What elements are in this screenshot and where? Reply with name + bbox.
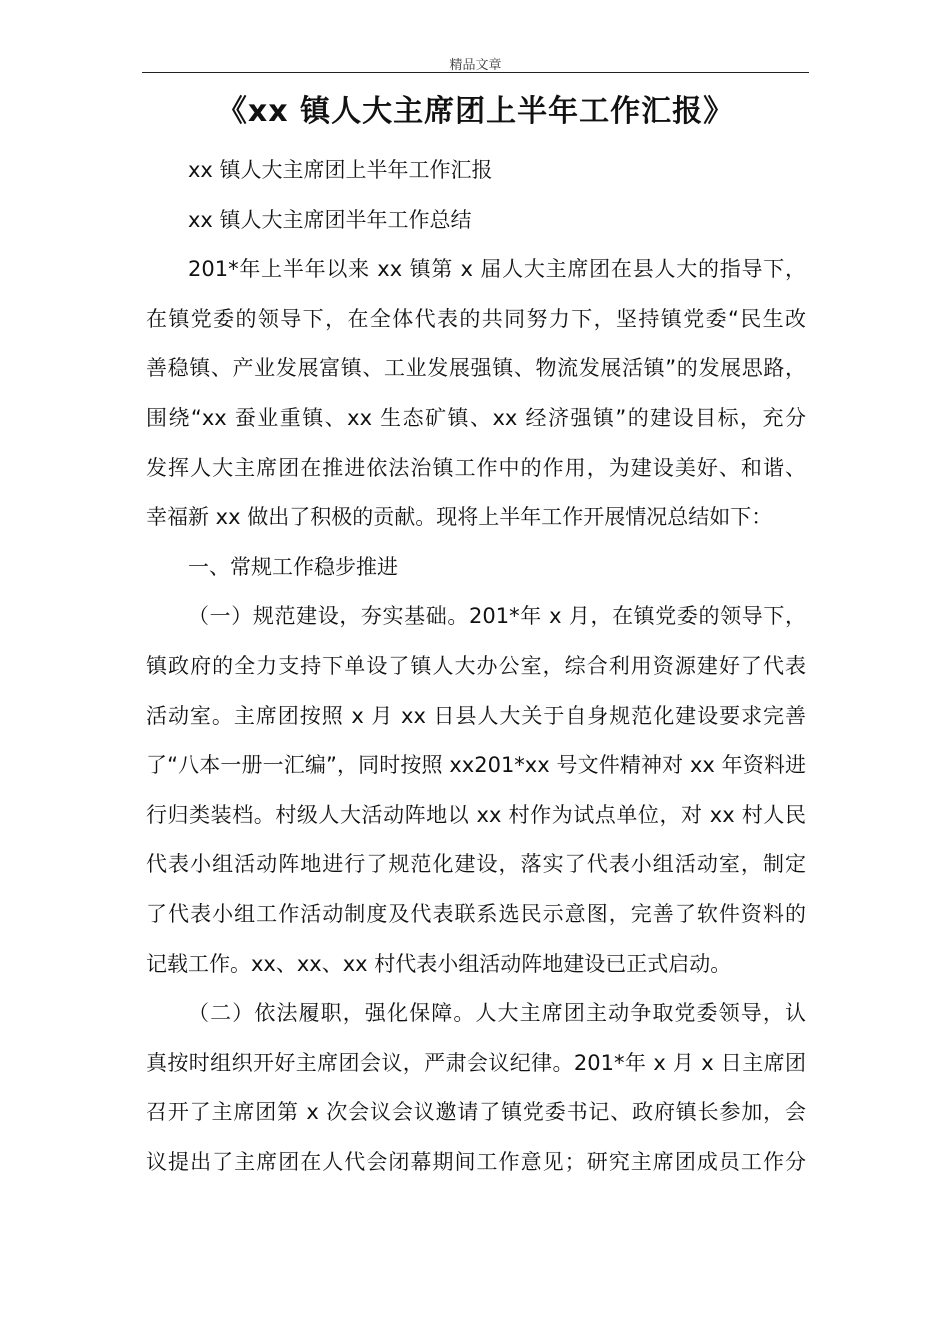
paragraph-line: 召开了主席团第 x 次会议会议邀请了镇党委书记、政府镇长参加，会 [146,1100,806,1125]
paragraph-line: 围绕“xx 蚕业重镇、xx 生态矿镇、xx 经济强镇”的建设目标，充分 [146,405,806,430]
paragraph-line: 在镇党委的领导下，在全体代表的共同努力下，坚持镇党委“民生改 [146,306,806,331]
subtitle-line: xx 镇人大主席团半年工作总结 [188,207,472,232]
section-heading: 一、常规工作稳步推进 [188,554,398,579]
paragraph-line: 行归类装档。村级人大活动阵地以 xx 村作为试点单位，对 xx 村人民 [146,802,806,827]
document-title: 《xx 镇人大主席团上半年工作汇报》 [216,94,735,129]
document-body [146,146,806,1187]
paragraph-line: 了“八本一册一汇编”，同时按照 xx201*xx 号文件精神对 xx 年资料进 [146,753,806,778]
paragraph-line: 代表小组活动阵地进行了规范化建设，落实了代表小组活动室，制定 [146,852,806,877]
paragraph-line: 真按时组织开好主席团会议，严肃会议纪律。201*年 x 月 x 日主席团 [146,1050,806,1075]
paragraph-line: 记载工作。xx、xx、xx 村代表小组活动阵地建设已正式启动。 [146,951,732,976]
page-header: 精品文章 [449,58,502,73]
paragraph-line: 议提出了主席团在人代会闭幕期间工作意见；研究主席团成员工作分 [146,1149,806,1174]
paragraph-line: 活动室。主席团按照 x 月 xx 日县人大关于自身规范化建设要求完善 [146,703,806,728]
paragraph-line: 201*年上半年以来 xx 镇第 x 届人大主席团在县人大的指导下， [188,257,806,282]
subtitle-line: xx 镇人大主席团上半年工作汇报 [188,158,493,182]
paragraph-line: 善稳镇、产业发展富镇、工业发展强镇、物流发展活镇”的发展思路， [146,356,806,381]
paragraph-line: 了代表小组工作活动制度及代表联系选民示意图，完善了软件资料的 [146,901,806,926]
paragraph-line: （一）规范建设，夯实基础。201*年 x 月，在镇党委的领导下， [188,604,806,629]
paragraph-line: 幸福新 xx 做出了积极的贡献。现将上半年工作开展情况总结如下： [146,505,773,530]
paragraph-line: 发挥人大主席团在推进依法治镇工作中的作用，为建设美好、和谐、 [146,455,806,480]
paragraph-line: 镇政府的全力支持下单设了镇人大办公室，综合利用资源建好了代表 [146,653,806,678]
paragraph-line: （二）依法履职，强化保障。人大主席团主动争取党委领导，认 [188,1001,806,1026]
header-rule [142,72,809,73]
